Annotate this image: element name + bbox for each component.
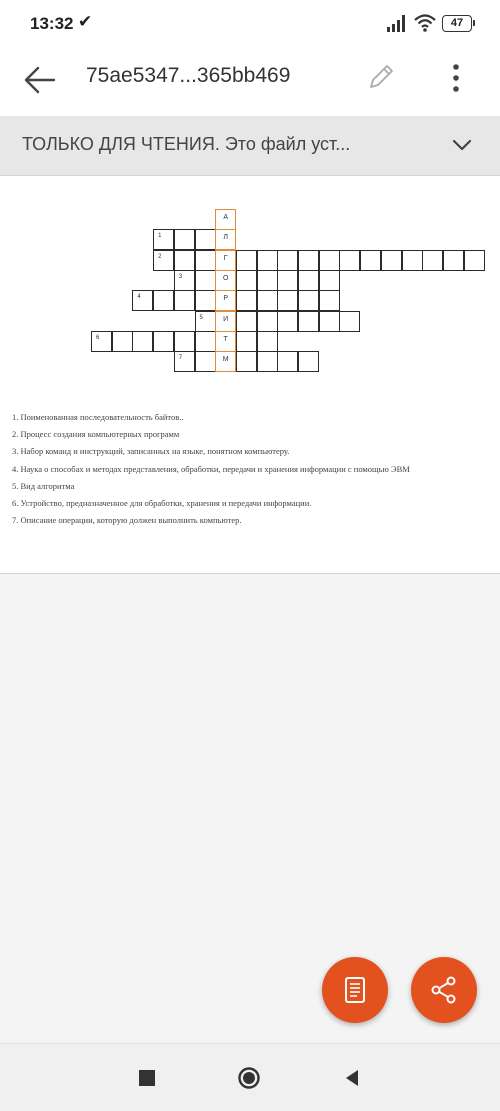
crossword-cell: [236, 250, 257, 271]
clue-number: 7: [178, 355, 183, 362]
crossword-cell: [257, 311, 278, 332]
clue-item: 5. Вид алгоритма: [12, 480, 75, 491]
key-word-letter: М: [222, 356, 229, 364]
crossword-cell: [236, 270, 257, 291]
crossword-cell: [174, 331, 195, 352]
share-icon: [429, 975, 459, 1005]
crossword-cell: [195, 250, 216, 271]
document-icon: [340, 975, 370, 1005]
crossword-cell: [132, 290, 153, 311]
document-view-button[interactable]: [322, 957, 388, 1023]
document-title: 75ae5347...365bb469: [86, 64, 291, 87]
clue-item: 3. Набор команд и инструкций, записанных на языке, понятном компьютеру.: [12, 446, 290, 457]
crossword-cell: [339, 250, 360, 271]
crossword-cell: [91, 331, 112, 352]
crossword-cell: [298, 290, 319, 311]
home-icon[interactable]: [237, 1066, 261, 1090]
clue-list: [12, 409, 410, 529]
crossword-cell: [153, 290, 174, 311]
crossword-cell: [402, 250, 423, 271]
crossword-cell: [195, 290, 216, 311]
crossword-cell: [298, 270, 319, 291]
crossword-cell: [174, 290, 195, 311]
crossword-cell: [257, 250, 278, 271]
crossword-cell: [174, 250, 195, 271]
crossword-cell: [236, 331, 257, 352]
crossword-cell: [153, 250, 174, 271]
status-time: 13:32: [30, 14, 74, 33]
clue-item: 7. Описание операции, которую должен выполнить компьютер.: [12, 515, 242, 526]
clue-number: 4: [137, 294, 141, 301]
crossword-cell: [174, 270, 195, 291]
clue-item: 1. Поименованная последовательность байтов..: [12, 412, 184, 422]
crossword-cell: [236, 290, 257, 311]
key-word-letter: Т: [223, 335, 228, 343]
download-check-icon: ✔: [78, 12, 93, 31]
crossword-cell: [174, 351, 195, 372]
crossword-cell: [360, 250, 381, 271]
crossword-cell: [153, 229, 174, 250]
chevron-down-icon[interactable]: [451, 136, 473, 154]
app-bar: [0, 50, 500, 116]
crossword-cell: [236, 351, 257, 372]
crossword-cell: [298, 250, 319, 271]
crossword-cell: [277, 250, 298, 271]
key-word-cell: [215, 270, 236, 291]
signal-icon: [386, 14, 408, 32]
crossword-cell: [464, 250, 485, 271]
back-triangle-icon[interactable]: [340, 1066, 364, 1090]
crossword-cell: [319, 311, 340, 332]
clue-item: 2. Процесс создания компьютерных программ: [12, 429, 180, 440]
key-word-cell: [215, 331, 236, 352]
battery-icon: 47: [442, 15, 472, 32]
crossword-cell: [112, 331, 133, 352]
key-word-cell: [215, 290, 236, 311]
crossword-cell: [381, 250, 402, 271]
back-arrow-icon[interactable]: [22, 62, 58, 98]
crossword-cell: [236, 311, 257, 332]
key-word-letter: Г: [223, 254, 228, 262]
crossword-cell: [257, 351, 278, 372]
system-nav-bar: [0, 1043, 500, 1111]
crossword-cell: [339, 311, 360, 332]
crossword-cell: [319, 270, 340, 291]
key-word-letter: И: [223, 315, 229, 323]
crossword-cell: [319, 250, 340, 271]
crossword-cell: [257, 331, 278, 352]
readonly-banner-text: ТОЛЬКО ДЛЯ ЧТЕНИЯ. Это файл уст...: [22, 134, 351, 154]
clue-number: 3: [178, 273, 183, 280]
wifi-icon: [414, 13, 436, 33]
clue-item: 4. Наука о способах и методах представления, обработки, передачи и хранения информации с помощью ЭВМ: [12, 463, 410, 474]
clue-number: 1: [158, 233, 162, 240]
crossword-cell: [195, 351, 216, 372]
key-word-cell: [215, 351, 236, 372]
key-word-letter: Р: [223, 295, 229, 303]
clue-item: 6. Устройство, предназначенное для обработки, хранения и передачи информации.: [12, 498, 312, 509]
status-bar: [0, 0, 500, 50]
crossword-cell: [298, 311, 319, 332]
document-page: [0, 176, 500, 574]
crossword-cell: [195, 229, 216, 250]
crossword-cell: [195, 311, 216, 332]
crossword-cell: [195, 331, 216, 352]
crossword-cell: [277, 290, 298, 311]
crossword-cell: [257, 290, 278, 311]
key-word-cell: [215, 229, 236, 250]
key-word-cell: [215, 250, 236, 271]
key-word-letter: О: [222, 274, 229, 282]
crossword-cell: [277, 311, 298, 332]
crossword-cell: [153, 331, 174, 352]
crossword-cell: [422, 250, 443, 271]
crossword-cell: [132, 331, 153, 352]
recent-apps-icon[interactable]: [135, 1066, 159, 1090]
more-vertical-icon[interactable]: [442, 62, 470, 94]
key-word-cell: [215, 311, 236, 332]
share-button[interactable]: [411, 957, 477, 1023]
crossword-cell: [257, 270, 278, 291]
pencil-icon[interactable]: [366, 62, 396, 92]
crossword-cell: [277, 270, 298, 291]
clue-number: 5: [199, 314, 203, 321]
crossword-grid: [0, 176, 500, 386]
key-word-letter: А: [223, 214, 229, 221]
key-word-letter: Л: [223, 234, 228, 242]
crossword-cell: [319, 290, 340, 311]
crossword-cell: [174, 229, 195, 250]
clue-number: 2: [158, 253, 162, 260]
crossword-cell: [277, 351, 298, 372]
clue-number: 6: [96, 334, 100, 341]
crossword-cell: [443, 250, 464, 271]
crossword-cell: [195, 270, 216, 291]
crossword-cell: [298, 351, 319, 372]
readonly-banner[interactable]: [0, 116, 500, 176]
key-word-cell: [215, 209, 236, 230]
